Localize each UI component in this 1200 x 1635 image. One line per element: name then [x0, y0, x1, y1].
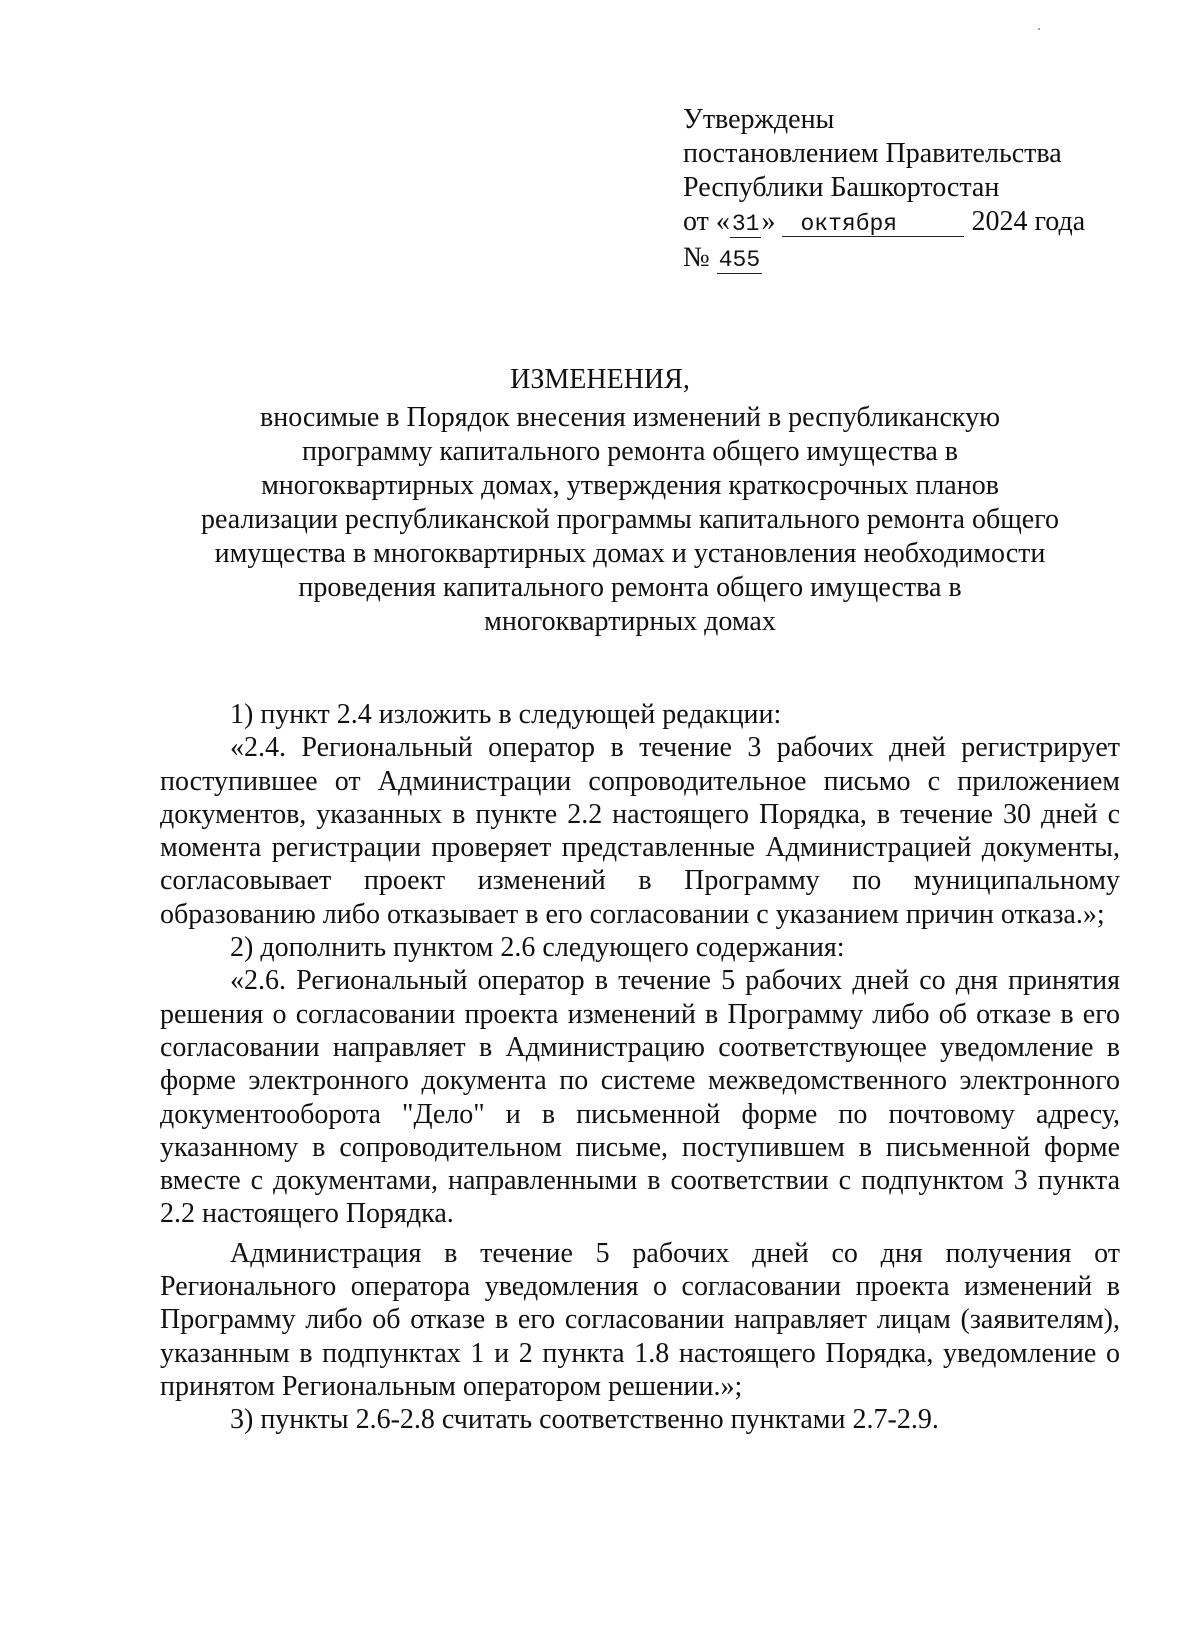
scan-speck — [1038, 28, 1040, 30]
subtitle-line: вносимые в Порядок внесения изменений в республиканскую — [259, 402, 1001, 433]
clause-2-6-continuation: Администрация в течение 5 рабочих дней со дня получения от Регионального оператора уведомления о согласовании проекта изменений в Программу либо об отказе в его согласовании направляет лицам (заявителям), указанным в подпунктах 1 и 2 пункта 1.8 настоящего Порядка, уведомление о принятом Региональным оператором решении.»; — [160, 1237, 1120, 1402]
date-day: 31 — [731, 211, 760, 237]
approval-line-decree: постановлением Правительства — [683, 138, 1062, 169]
approval-number-line — [683, 241, 1085, 277]
subtitle-line: имущества в многоквартирных домах и установления необходимости — [214, 538, 1046, 569]
clause-2-6-text: «2.6. Региональный оператор в течение 5 рабочих дней со дня принятия решения о согласовании проекта изменений в Программу либо об отказе в его согласовании направляет в Администрацию соответствующее уведомление в форме электронного документа по системе межведомственного электронного документооборота "Дело" и в письменной форме по почтовому адресу, указанному в сопроводительном письме, поступившем в письменной форме вместе с документами, направленными в соответствии с подпунктом 3 пункта 2.2 настоящего Порядка. — [160, 965, 1120, 1230]
clause-2-4-text: «2.4. Региональный оператор в течение 3 рабочих дней регистрирует поступившее от Администрации сопроводительное письмо с приложением документов, указанных в пункте 2.2 настоящего Порядка, в течение 30 дней с момента регистрации проверяет представленные Администрацией документы, согласовывает проект изменений в Программу по муниципальному образованию либо отказывает в его согласовании с указанием причин отказа.»; — [160, 732, 1120, 930]
subtitle-line: многоквартирных домах, утверждения краткосрочных планов — [261, 470, 999, 501]
document-body — [160, 698, 1120, 1437]
approval-block — [683, 103, 1085, 277]
document-title: ИЗМЕНЕНИЯ, — [510, 364, 690, 395]
approval-line-approved: Утверждены — [683, 104, 835, 135]
subtitle-line: проведения капитального ремонта общего имущества в — [298, 572, 962, 603]
document-subtitle — [180, 401, 1080, 639]
number-prefix: № — [683, 242, 717, 273]
subtitle-line: программу капитального ремонта общего имущества в — [301, 436, 959, 467]
amendment-item-3: 3) пункты 2.6-2.8 считать соответственно пунктами 2.7-2.9. — [230, 1404, 939, 1436]
decree-number: 455 — [718, 247, 761, 273]
approval-line-republic: Республики Башкортостан — [683, 172, 1000, 203]
date-mid: » — [761, 206, 783, 237]
amendment-item-2: 2) дополнить пунктом 2.6 следующего содержания: — [230, 932, 845, 964]
date-month: октября — [782, 212, 964, 237]
amendment-item-1: 1) пункт 2.4 изложить в следующей редакции: — [230, 699, 782, 730]
date-prefix: от « — [683, 206, 730, 237]
subtitle-line: реализации республиканской программы капитального ремонта общего — [201, 504, 1059, 535]
date-year: 2024 года — [964, 206, 1086, 237]
subtitle-line: многоквартирных домах — [484, 606, 776, 637]
approval-date-line — [683, 205, 1085, 241]
